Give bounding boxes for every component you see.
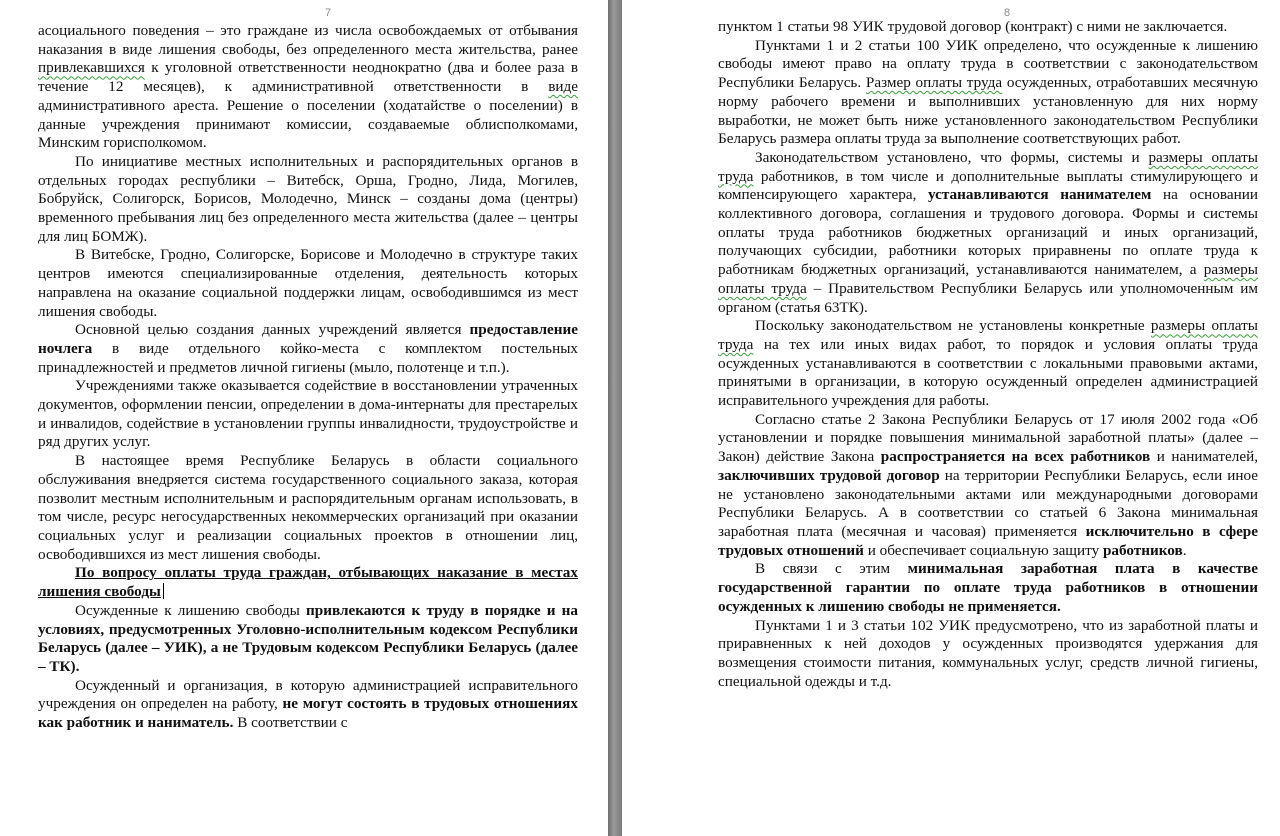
spellcheck-mark: привлекавшихся (38, 59, 145, 77)
paragraph: Осужденный и организация, в которую администрацией исправительного учреждения он определен на работу, не могут состоять в трудовых отношениях как работник и наниматель. В соответствии с (38, 676, 578, 732)
paragraph: По инициативе местных исполнительных и распорядительных органов в отдельных городах республики – Витебск, Орша, Гродно, Лида, Могилев, Бобруйск, Солигорск, Борисов, Молодечно, Минск – созданы дома (центры) временного пребывания лиц без определенного места жительства (далее – центры для лиц БОМЖ). (38, 152, 578, 245)
document-page-left[interactable] (0, 0, 608, 836)
paragraph: В настоящее время Республике Беларусь в области социального обслуживания внедряется система государственного социального заказа, которая позволит местным исполнительным и распорядительным органам использовать, в том числе, ресурс негосударственных некоммерческих организаций при оказании социальных услуг и реализации социальных проектов в отношении лиц, освободившихся из мест лишения свободы. (38, 452, 578, 563)
bold-text: не могут состоять в трудовых отношениях как работник и наниматель. (38, 695, 578, 732)
spellcheck-mark: виде (548, 78, 578, 96)
section-heading: По вопросу оплаты труда граждан, отбывающих наказание в местах лишения свободы (38, 564, 578, 601)
paragraph: В Витебске, Гродно, Солигорске, Борисове и Молодечно в структуре таких центров имеются специализированные отделения, деятельность которых направлена на оказание социальной поддержки лицам, освободившимся из мест лишения свободы. (38, 246, 578, 320)
paragraph: пунктом 1 статьи 98 УИК трудовой договор (контракт) с ними не заключается. (718, 18, 1228, 35)
paragraph: В связи с этим минимальная заработная плата в качестве государственной гарантии по оплате труда работников в отношении осужденных к лишению свободы не применяется. (718, 560, 1258, 615)
spellcheck-mark: размеры оплаты труда (718, 261, 1258, 297)
page-gutter (608, 0, 622, 836)
spellcheck-mark: размеры оплаты труда (718, 148, 1259, 185)
bold-text: заключивших трудовой договор (718, 466, 940, 484)
spellcheck-mark: размеры оплаты труда (718, 317, 1258, 353)
document-page-right[interactable] (622, 0, 1280, 836)
bold-text: устанавливаются нанимателем (928, 186, 1152, 204)
paragraph: Пунктами 1 и 2 статьи 100 УИК определено, что осужденные к лишению свободы имеют право на оплату труда в соответствии с законодательством Республики Беларусь. Размер оплаты труда осужденных, отработавших месячную норму рабочего времени и выполнивших установленную для них норму выработки, не может быть ниже установленного законодательством Республики Беларусь размера оплаты труда за выполнение соответствующих работ. (718, 36, 1258, 148)
paragraph: Поскольку законодательством не установлены конкретные размеры оплаты труда на тех или иных видах работ, то порядок и условия оплаты труда осужденных устанавливаются в соответствии с локальными правовыми актами, принятыми в организации, в которую осужденный определен администрацией исправительного учреждения для работы. (718, 317, 1258, 410)
bold-text: распространяется на всех работников (880, 448, 1151, 466)
spellcheck-mark: Размер оплаты труда (865, 74, 1003, 92)
bold-text: работников (1102, 541, 1183, 559)
bold-text: исключительно в сфере трудовых отношений (718, 522, 1258, 559)
paragraph: Основной целью создания данных учреждений является предоставление ночлега в виде отдельного койко-места с комплектом постельных принадлежностей и предметов личной гигиены (мыло, полотенце и т.п.). (38, 321, 578, 376)
paragraph: Пунктами 1 и 3 статьи 102 УИК предусмотрено, что из заработной платы и приравненных к ней доходов у осужденных производятся удержания для возмещения стоимости питания, коммунальных услуг, средств личной гигиены, специальной одежды и т.д. (718, 616, 1258, 690)
paragraph: асоциального поведения – это граждане из числа освобождаемых от отбывания наказания в виде лишения свободы, без определенного места жительства, ранее привлекавшихся к уголовной ответственности неоднократно (два и более раза в течение 12 месяцев), к административной ответственности в виде административного ареста. Решение о поселении (ходатайстве о поселении) в данные учреждения принимают комиссии, создаваемые облисполкомами, Минским горисполкомом. (38, 22, 578, 152)
page-body[interactable] (718, 18, 1258, 691)
paragraph: Учреждениями также оказывается содействие в восстановлении утраченных документов, оформлении пенсии, определении в дома-интернаты для престарелых и инвалидов, содействие в установлении группы инвалидности, трудоустройстве и ряд других услуг. (38, 377, 578, 451)
page-number: 7 (324, 7, 332, 19)
paragraph: Согласно статье 2 Закона Республики Беларусь от 17 июля 2002 года «Об установлении и порядке повышения минимальной заработной платы» (далее – Закон) действие Закона распространяется на всех работников и нанимателей, заключивших трудовой договор на территории Республики Беларусь, если иное не установлено законодательными актами или международными договорами Республики Беларусь. А в соответствии со статьей 6 Закона минимальная заработная плата (месячная и часовая) применяется исключительно в сфере трудовых отношений и обеспечивает социальную защиту работников. (718, 410, 1258, 559)
bold-text: привлекаются к труду в порядке и на условиях, предусмотренных Уголовно-исполнительным кодексом Республики Беларусь (далее – УИК), а не Трудовым кодексом Республики Беларусь (далее – ТК). (38, 601, 578, 675)
page-number: 8 (1004, 7, 1011, 19)
bold-text: предоставление ночлега (38, 321, 578, 357)
bold-text: минимальная заработная плата в качестве государственной гарантии по оплате труда работников в отношении осужденных к лишению свободы не применяется. (718, 560, 1258, 615)
text-cursor (163, 583, 164, 599)
paragraph: Осужденные к лишению свободы привлекаются к труду в порядке и на условиях, предусмотренных Уголовно-исполнительным кодексом Республики Беларусь (далее – УИК), а не Трудовым кодексом Республики Беларусь (далее – ТК). (38, 601, 578, 675)
paragraph: Законодательством установлено, что формы, системы и размеры оплаты труда работников, в том числе и дополнительные выплаты стимулирующего и компенсирующего характера, устанавливаются нанимателем на основании коллективного договора, соглашения и трудового договора. Формы и системы оплаты труда работников бюджетных организаций и иных организаций, получающих субсидии, работники которых приравнены по оплате труда к работникам бюджетных организаций, устанавливаются нанимателем, а размеры оплаты труда – Правительством Республики Беларусь или уполномоченным им органом (статья 63ТК). (718, 148, 1259, 316)
page-body[interactable] (38, 22, 578, 733)
